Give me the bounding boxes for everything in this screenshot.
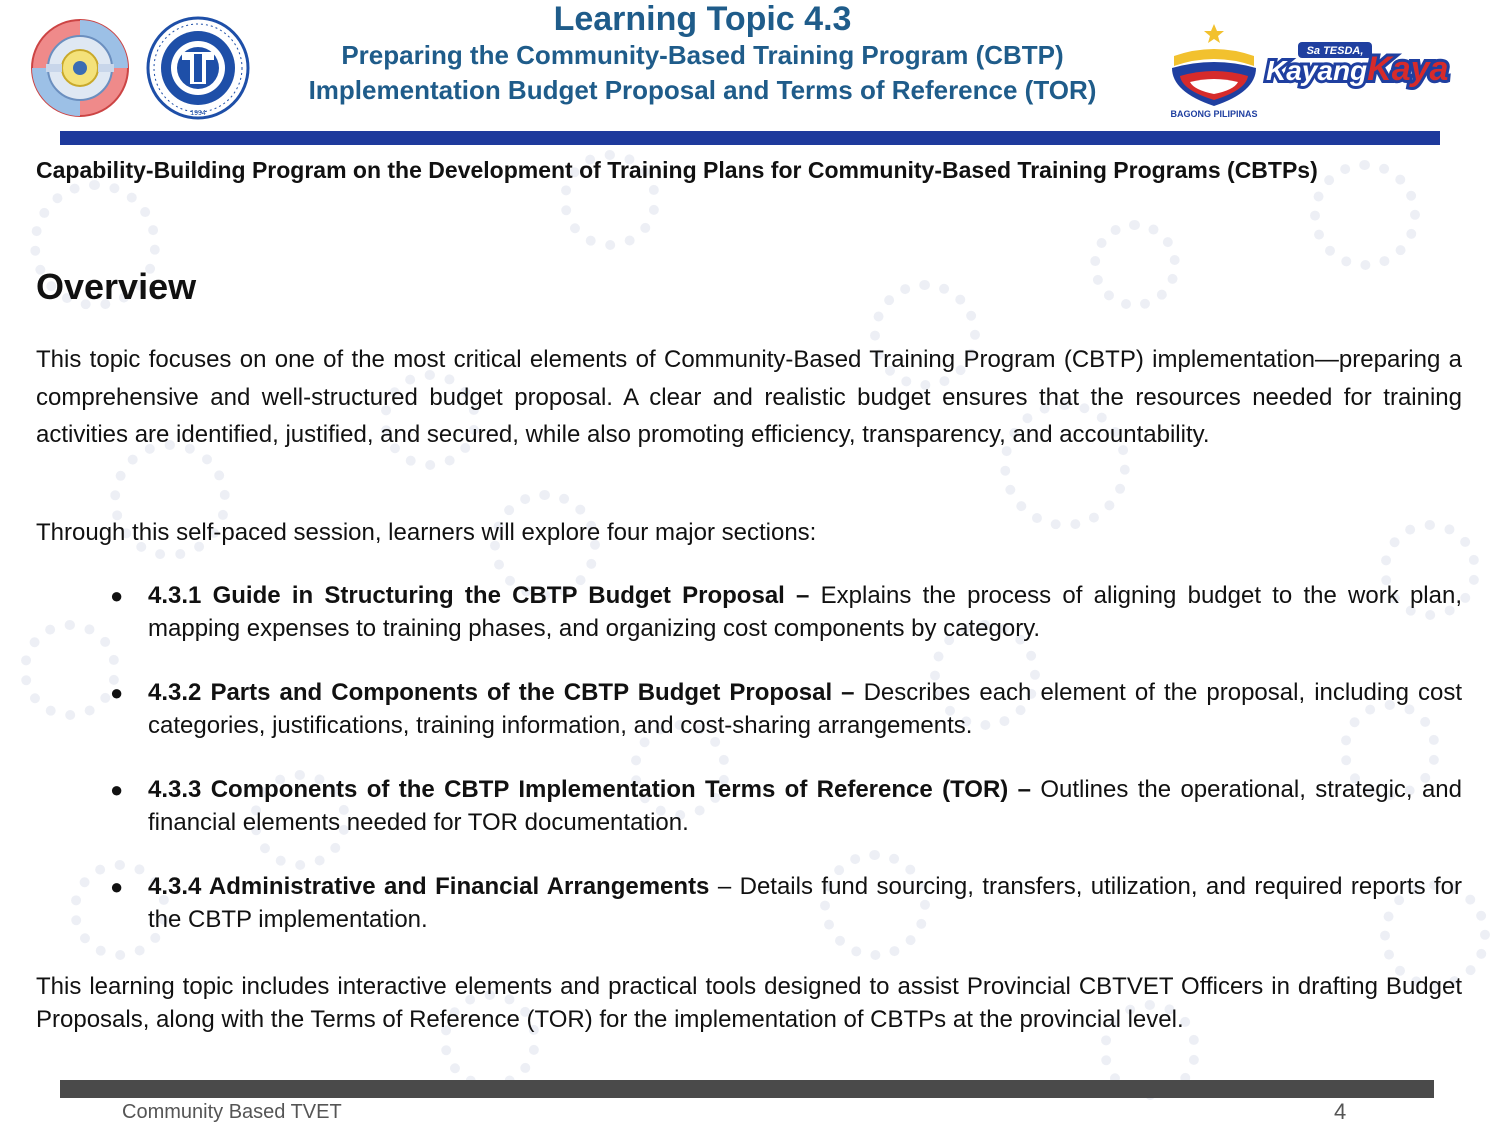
topic-description: Describes each element of the proposal, including cost categories, justifications, training information, and cost-sharing arrangements. (148, 679, 1462, 739)
cbtvet-seal-logo (28, 18, 132, 118)
topic-description: – Details fund sourcing, transfers, utilization, and required reports for the CBTP implementation. (148, 873, 1463, 933)
topic-list (108, 580, 1462, 968)
list-item (108, 677, 1462, 742)
list-item (108, 774, 1462, 839)
page-title: Learning Topic 4.3 (553, 0, 852, 38)
bullet-icon: ● (110, 777, 124, 802)
page-subtitle-line-1: Preparing the Community-Based Training Program (CBTP) (341, 40, 1064, 70)
overview-closing-paragraph: This learning topic includes interactive elements and practical tools designed to assist Provincial CBTVET Officers in drafting Budget Proposals, along with the Terms of Reference (TOR) for the implementation of CBTPs at the provincial level. (36, 973, 1462, 1033)
footer-rule (60, 1080, 1434, 1098)
footer-label: Community Based TVET (122, 1101, 342, 1123)
topic-title: 4.3.3 Components of the CBTP Implementation Terms of Reference (TOR) – (148, 776, 1031, 803)
bullet-icon: ● (110, 680, 124, 705)
topic-description: Outlines the operational, strategic, and financial elements needed for TOR documentation. (148, 776, 1462, 836)
header-rule (60, 131, 1440, 145)
topic-title: 4.3.2 Parts and Components of the CBTP Budget Proposal – (148, 679, 855, 706)
bullet-icon: ● (110, 874, 124, 899)
overview-intro-paragraph: This topic focuses on one of the most critical elements of Community-Based Training Program (CBTP) implementation—preparing a comprehensive and well-structured budget proposal. A clear and realistic budget ensures that the resources needed for training activities are identified, justified, and secured, while also promoting efficiency, transparency, and accountability. (36, 346, 1462, 448)
topic-description: Explains the process of aligning budget to the work plan, mapping expenses to training phases, and organizing cost components by category. (148, 582, 1462, 642)
list-item (108, 580, 1462, 645)
bagong-pilipinas-logo (1160, 20, 1270, 120)
program-title: Capability-Building Program on the Development of Training Plans for Community-Based Training Programs (CBTPs) (36, 157, 1318, 183)
page-subtitle-line-2: Implementation Budget Proposal and Terms of Reference (TOR) (308, 75, 1097, 105)
list-item (108, 871, 1462, 936)
title-block (250, 0, 1155, 108)
topic-title: 4.3.4 Administrative and Financial Arrangements (148, 873, 710, 900)
overview-lead-in: Through this self-paced session, learners will explore four major sections: (36, 519, 817, 546)
bullet-icon: ● (110, 583, 124, 608)
svg-text:1994: 1994 (190, 110, 206, 117)
svg-text:BAGONG PILIPINAS: BAGONG PILIPINAS (1170, 109, 1258, 119)
overview-heading: Overview (36, 266, 197, 307)
svg-text:KayangKaya: KayangKaya (1266, 50, 1449, 88)
page-number: 4 (1334, 1099, 1347, 1124)
topic-title: 4.3.1 Guide in Structuring the CBTP Budget Proposal – (148, 582, 810, 609)
svg-text:Sa TESDA,: Sa TESDA, (1306, 45, 1364, 57)
header (0, 0, 1500, 130)
sa-tesda-kayang-kaya-logo (1262, 40, 1480, 92)
tesda-seal-logo (146, 16, 250, 120)
